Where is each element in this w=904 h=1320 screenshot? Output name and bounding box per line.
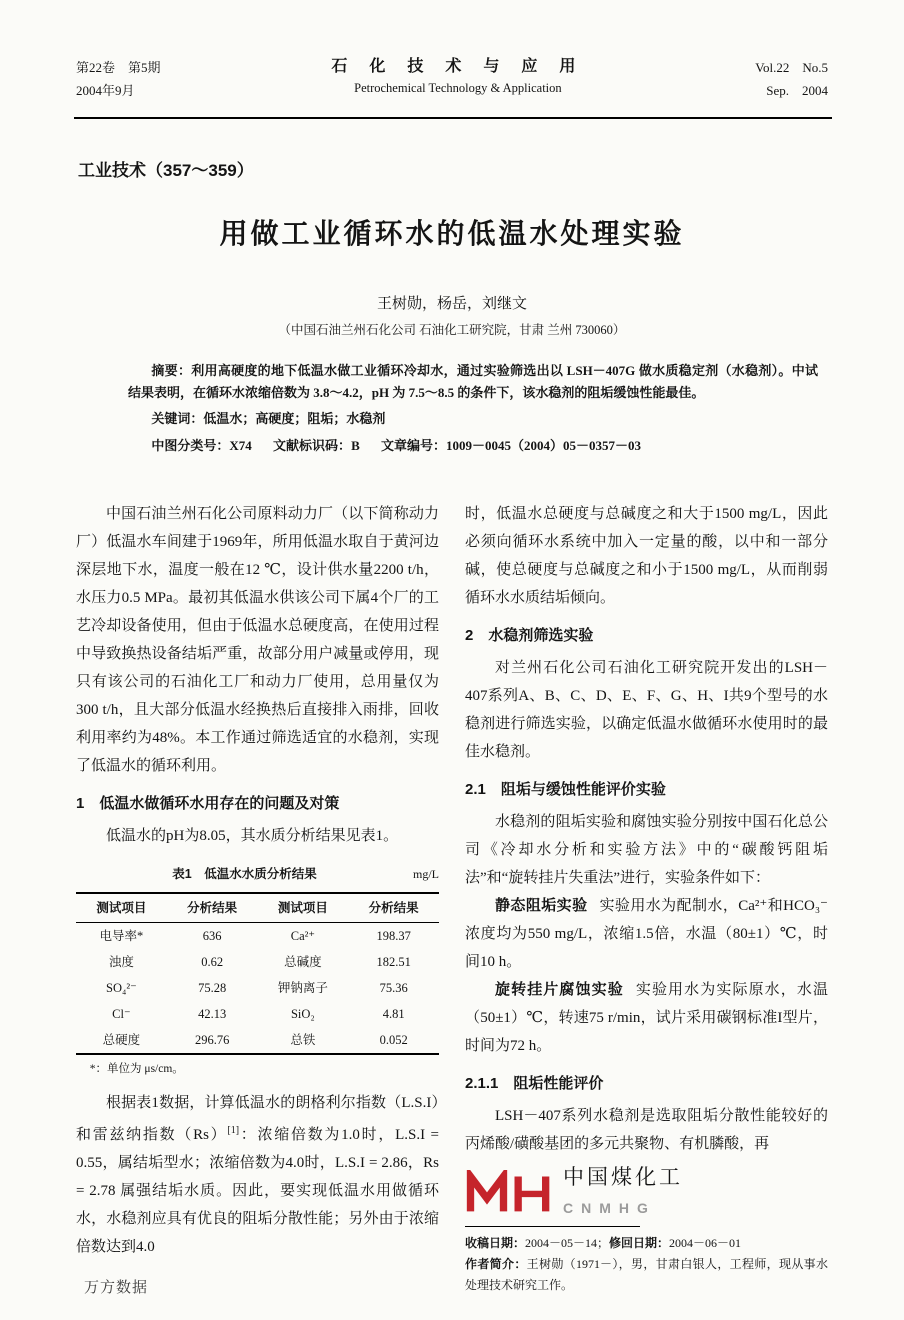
section-heading-2-1: 2.1 阻垢与缓蚀性能评价实验 [465,781,666,798]
header-left-block [76,56,161,102]
table-cell: 电导率* [99,929,144,943]
table-header-cell: 测试项目 [76,893,167,923]
table-cell: 296.76 [194,1033,230,1047]
table-cell: SiO₂ [290,1007,315,1021]
citation-ref: [1] [227,1125,240,1136]
doc-code-group [273,438,360,453]
table-row [76,923,439,950]
volume-issue-cn: 第22卷 第5期 [76,60,161,75]
keywords-label: 关键词： [151,411,204,426]
intro-paragraph: 中国石油兰州石化公司原料动力厂（以下简称动力厂）低温水车间建于1969年，所用低温水取自于黄河边深层地下水，温度一般在12 ℃，设计供水量2200 t/h，水压力0.5 MPa。最初其低温水供该公司下属4个厂的工艺冷却设备使用，但由于低温水总硬度高，在使用过程中导致换热设备结垢严重，故部分用户减量或停用，现只有该公司的石油化工厂和动力厂使用，总用量仅为300 t/h，且大部分低温水经换热后直接排入雨排，回收利用率约为48%。本工作通过筛选适宜的水稳剂，实现了低温水的循环利用。 [76,506,439,774]
clc-line [128,435,818,457]
bio-text: 王树勋（1971－），男，甘肃白银人，工程师，现从事水处理技术研究工作。 [465,1257,828,1292]
section-tag: 工业技术（357～359） [78,161,254,180]
revised-date: 2004－06－01 [669,1236,742,1250]
table-header-row [76,893,439,923]
abstract-block [128,360,818,456]
table-cell: 浊度 [108,955,134,969]
table1-footnote: *：单位为 μs/cm。 [89,1063,184,1075]
abstract-paragraph [128,360,818,403]
table-cell: 182.51 [376,955,411,969]
screening-paragraph: 对兰州石化公司石油化工研究院开发出的LSH－407系列A、B、C、D、E、F、G、H、I共9个型号的水稳剂进行筛选实验，以确定低温水做循环水使用时的最佳水稳剂。 [465,660,828,760]
table-cell: 4.81 [382,1007,405,1021]
table-cell: 75.28 [198,981,227,995]
table-cell: Ca²⁺ [290,929,315,943]
cnmhg-logo-icon [465,1170,553,1216]
date-cn: 2004年9月 [76,83,135,98]
static-test-text: 实验用水为配制水，Ca²⁺和HCO₃⁻浓度均为550 mg/L，浓缩1.5倍，水温（80±1）℃，时间10 h。 [465,898,828,970]
table-row [76,1027,439,1054]
index-calculation-paragraph [76,1089,439,1261]
author-bio-footnote [465,1254,828,1296]
table1-caption: 表1 低温水水质分析结果 [172,867,317,881]
table-row [76,1001,439,1027]
table-cell: 0.62 [201,955,224,969]
table-cell: 总硬度 [102,1033,141,1047]
brand-name-cn: 中国煤化工 [563,1166,683,1189]
article-id-group [381,438,641,453]
table-cell: 0.052 [379,1033,408,1047]
footnote-rule [465,1226,640,1227]
header-rule [74,117,832,119]
right-column [465,500,828,1296]
rotation-test-label: 旋转挂片腐蚀实验 [495,981,624,998]
table-cell: 75.36 [379,981,408,995]
article-authors: 王树勋，杨岳，刘继文 [376,296,527,312]
bio-label: 作者简介： [465,1257,527,1271]
table-cell: 42.13 [198,1007,227,1021]
article-id-label: 文章编号： [380,437,446,453]
article-footnotes [465,1226,828,1296]
abstract-text: 利用高硬度的地下低温水做工业循环冷却水，通过实验筛选出以 LSH－407G 做水质稳定剂（水稳剂）。中试结果表明，在循环水浓缩倍数为 3.8～4.2，pH 为 7.5～8.5 的条件下，该水稳剂的阻垢缓蚀性能最佳。 [128,363,818,400]
article-affiliation: （中国石油兰州石化公司 石油化工研究院，甘肃 兰州 730060） [278,323,626,337]
paragraph-text: ：浓缩倍数为1.0时，L.S.I = 0.55，属结垢型水；浓缩倍数为4.0时，L.S.I = 2.86，Rs = 2.78 属强结垢水质。因此，要实现低温水用做循环水，水稳剂应具有优良的阻垢分散性能；另外由于浓缩倍数达到4.0 [76,1127,440,1255]
table-cell: 钾钠离子 [277,981,328,995]
table1-unit: mg/L [413,867,439,881]
water-quality-paragraph: 低温水的pH为8.05，其水质分析结果见表1。 [106,828,399,844]
journal-name-block [331,56,584,98]
body-columns [76,500,828,1296]
table1-caption-row [76,860,439,888]
date-en: Sep. 2004 [766,83,828,98]
section-heading-1: 1 低温水做循环水用存在的问题及对策 [76,795,340,812]
clc-group [151,438,251,453]
table-cell: SO₄²⁻ [106,981,137,995]
scale-inhibition-paragraph: LSH－407系列水稳剂是选取阻垢分散性能较好的丙烯酸/磺酸基团的多元共聚物、有机膦酸，再 [465,1108,828,1152]
journal-header [76,56,828,102]
table-row [76,949,439,975]
doc-code-label: 文献标识码： [273,437,352,453]
water-analysis-table [76,892,439,1055]
table-body [76,923,439,1055]
journal-name-en: Petrochemical Technology & Application [354,81,562,95]
brand-name-en: CNMHG [563,1200,656,1216]
volume-issue-en: Vol.22 No.5 [755,60,828,75]
wanfang-watermark: 万方数据 [84,1280,149,1296]
received-label: 收稿日期： [465,1236,526,1250]
table-cell: 总铁 [290,1033,316,1047]
cnmhg-watermark [465,1164,828,1222]
table-cell: 总碱度 [284,955,322,969]
dates-footnote [465,1233,828,1254]
table-header-cell: 分析结果 [348,893,439,923]
static-test-paragraph [465,892,828,976]
section-heading-2: 2 水稳剂筛选实验 [465,627,594,644]
left-column [76,500,439,1296]
table-header-cell: 测试项目 [258,893,349,923]
keywords-line [128,408,818,430]
clc-label: 中图分类号： [151,437,230,453]
revised-label: 修回日期： [609,1236,670,1250]
article-title: 用做工业循环水的低温水处理实验 [219,218,685,249]
journal-name-cn: 石 化 技 术 与 应 用 [331,58,585,75]
doc-code-value: B [351,437,360,453]
brand-text-block [563,1164,683,1222]
article-id-value: 1009－0045（2004）05－0357－03 [446,437,642,453]
table-cell: Cl⁻ [112,1007,131,1021]
keywords-text: 低温水；高硬度；阻垢；水稳剂 [203,411,386,426]
static-test-label: 静态阻垢实验 [495,897,588,914]
rotation-test-paragraph [465,976,828,1060]
continuation-paragraph: 时，低温水总硬度与总碱度之和大于1500 mg/L，因此必须向循环水系统中加入一定量的酸，以中和一部分碱，使总硬度与总碱度之和小于1500 mg/L，从而削弱循环水水质结垢倾向。 [465,506,828,606]
table-row [76,975,439,1001]
paragraph-text: 根据表1数据，计算低温水的朗格利尔指数（L.S.I）和雷兹纳指数（Rs） [76,1095,439,1143]
table-header-cell: 分析结果 [167,893,258,923]
header-right-block [755,56,828,102]
table-cell: 198.37 [376,929,411,943]
table-cell: 636 [202,929,222,943]
clc-value: X74 [229,437,252,453]
received-date: 2004－05－14； [525,1236,610,1250]
abstract-label: 摘要： [151,363,192,378]
table-head [76,893,439,923]
section-heading-2-1-1: 2.1.1 阻垢性能评价 [465,1075,604,1092]
rotation-test-text: 实验用水为实际原水，水温（50±1）℃，转速75 r/min，试片采用碳钢标准I型片，时间为72 h。 [465,982,828,1054]
evaluation-method-paragraph: 水稳剂的阻垢实验和腐蚀实验分别按中国石化总公司《冷却水分析和实验方法》中的“碳酸钙阻垢法”和“旋转挂片失重法”进行，实验条件如下： [465,814,828,886]
